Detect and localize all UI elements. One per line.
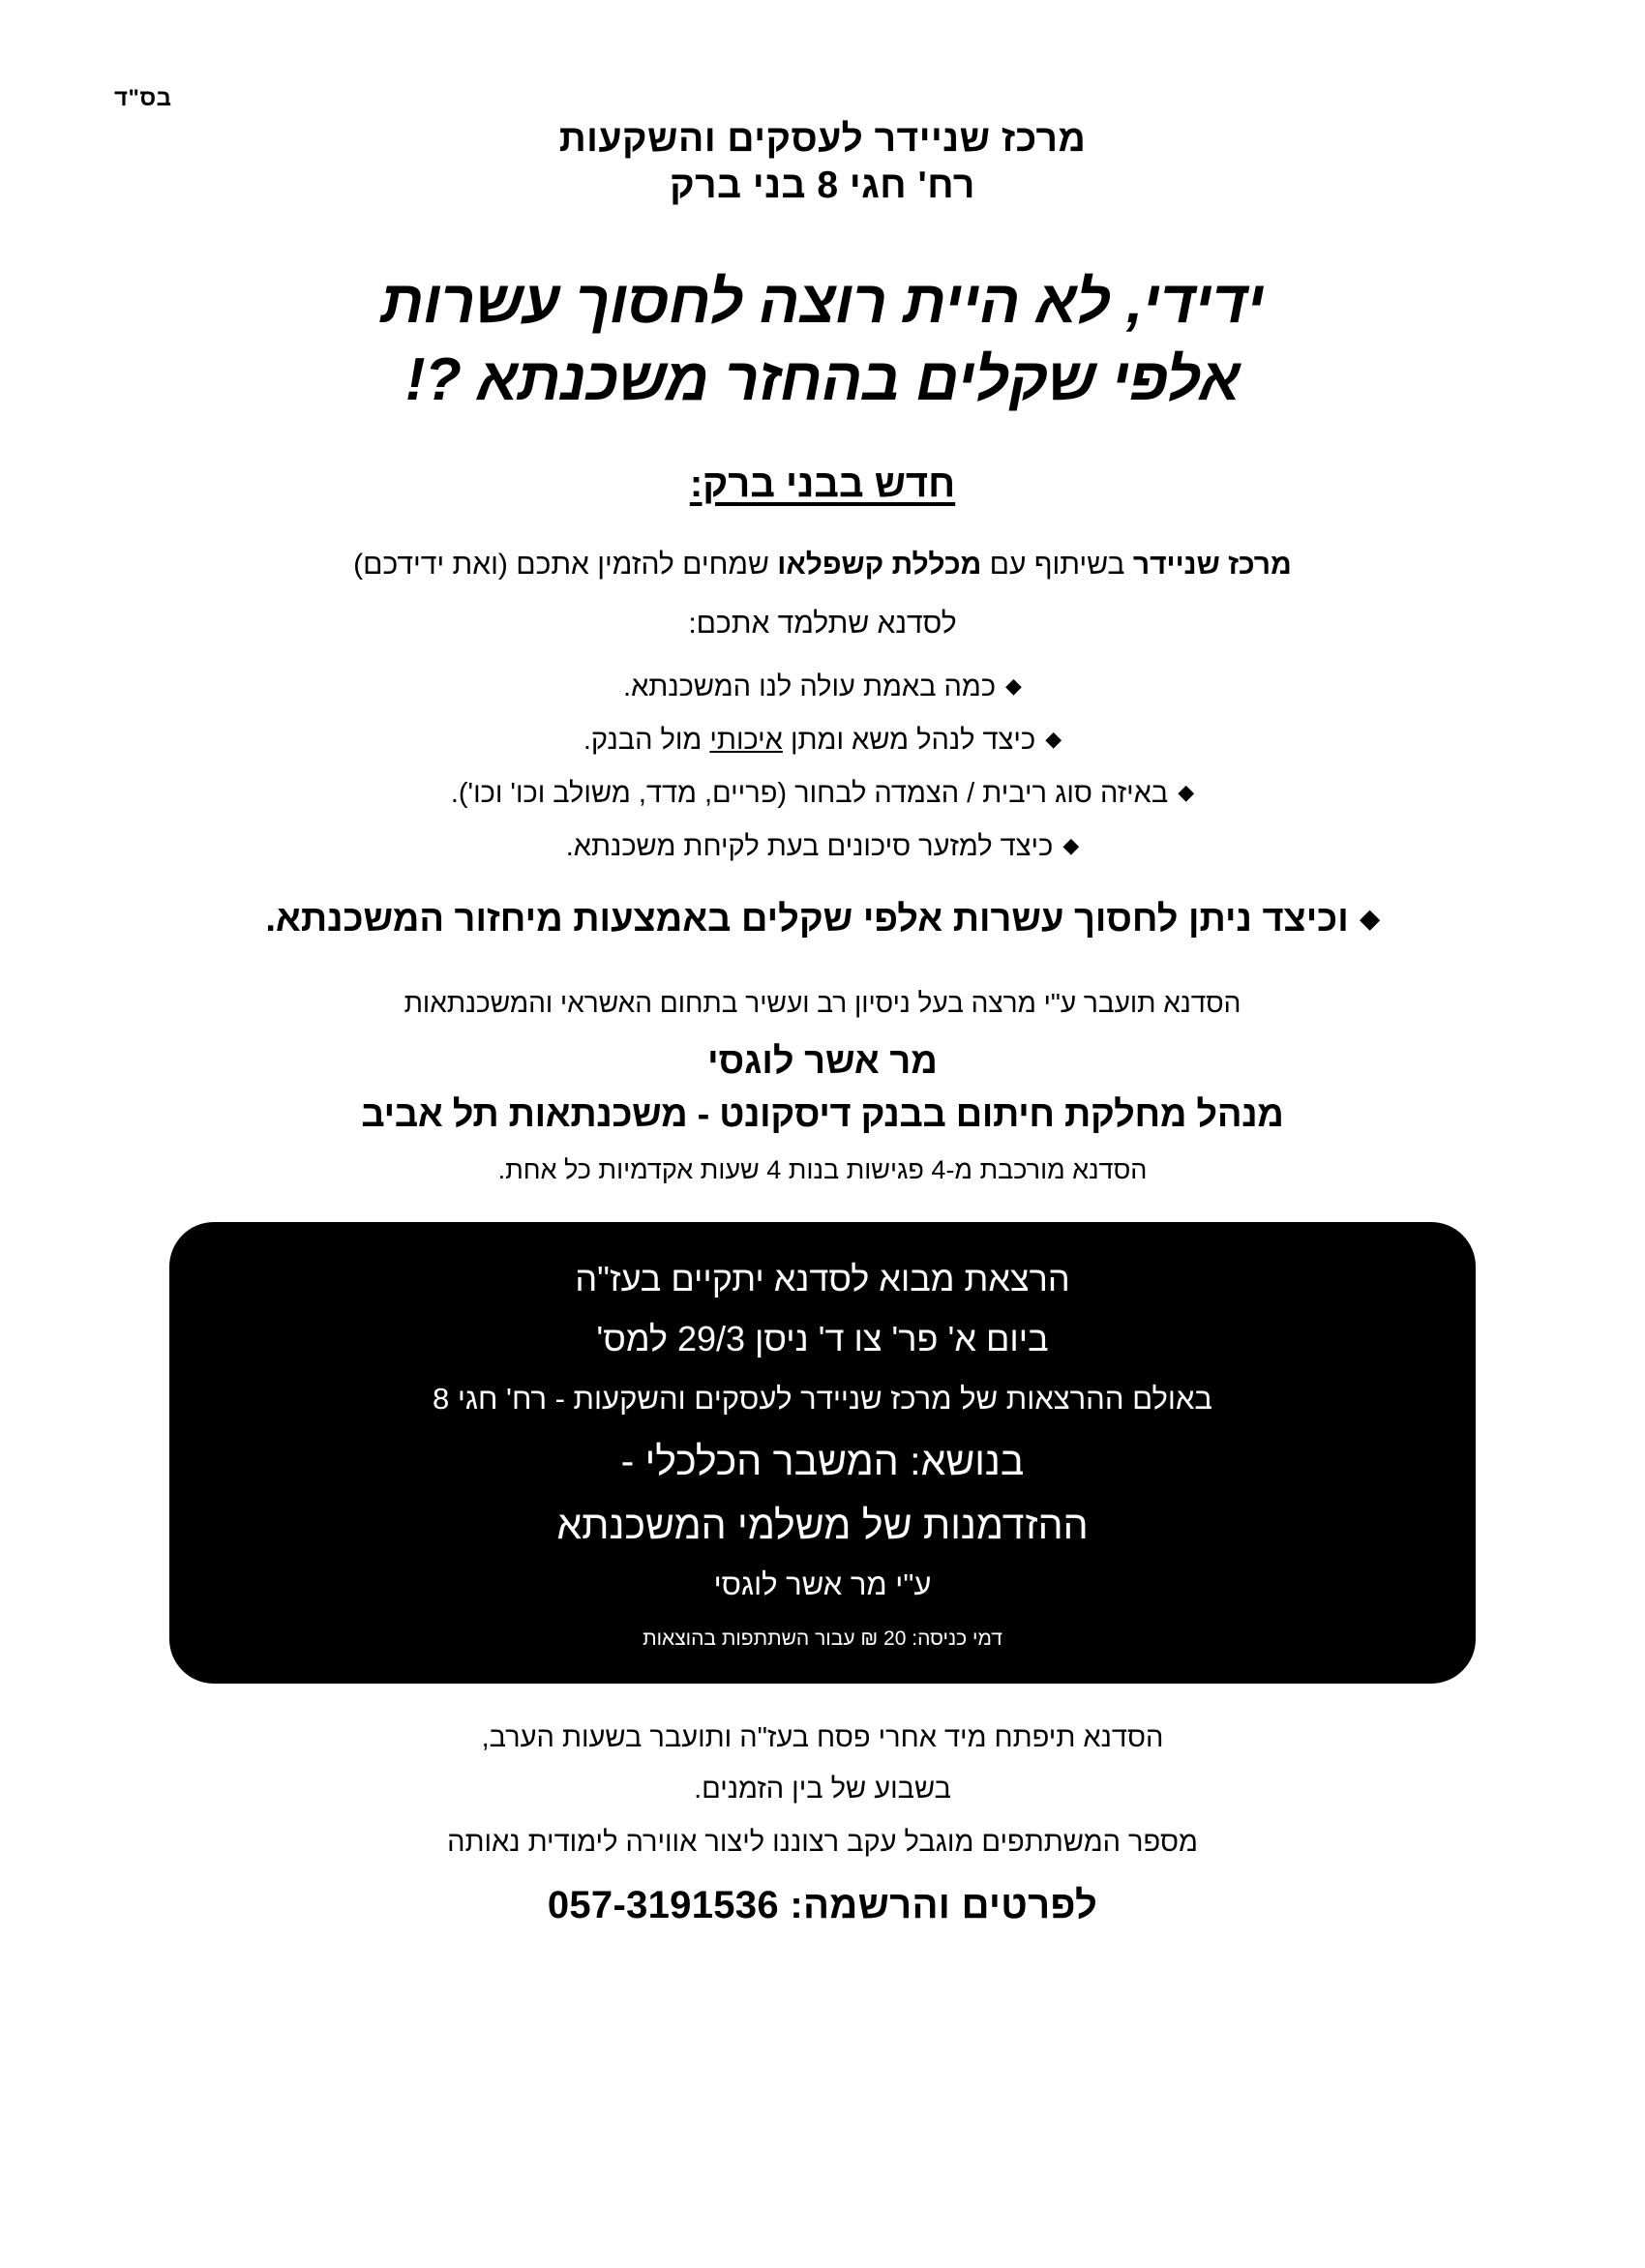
diamond-bullet-icon: ◆ [1062, 832, 1080, 857]
bullet-list [92, 666, 1553, 869]
intro-second-line: לסדנא שתלמד אתכם: [688, 607, 957, 640]
course-structure-note: הסדנא מורכבת מ-4 פגישות בנות 4 שעות אקדמיות כל אחת. [497, 1155, 1148, 1185]
contact-label: לפרטים והרשמה: [790, 1883, 1098, 1926]
event-presenter: ע"י מר אשר לוגסי [713, 1567, 932, 1601]
intro-suffix-text: שמחים להזמין אתכם (ואת ידידכם) [353, 548, 778, 581]
bullet-text-underline: איכותי [709, 724, 783, 756]
event-intro-lecture: הרצאת מבוא לסדנא יתקיים בעז"ה [575, 1259, 1070, 1299]
list-item [92, 772, 1553, 816]
organization-name: מרכז שניידר לעסקים והשקעות [558, 118, 1087, 160]
bullet-text-post: מול הבנק. [583, 724, 710, 756]
bullet-text-pre: כיצד לנהל משא ומתן [782, 724, 1036, 756]
organization-header [92, 116, 1553, 208]
event-topic-line-2: ההזדמנות של משלמי המשכנתא [556, 1502, 1089, 1547]
event-topic-line-1: בנושא: המשבר הכלכלי - [620, 1439, 1025, 1484]
bullet-text: כמה באמת עולה לנו המשכנתא. [623, 671, 997, 702]
footer-capacity-note: מספר המשתתפים מוגבל עקב רצוננו ליצור אווירה לימודית נאותה [447, 1826, 1198, 1858]
highlight-bullet-text: וכיצד ניתן לחסוך עשרות אלפי שקלים באמצעות מיחזור המשכנתא. [265, 898, 1349, 940]
diamond-bullet-icon: ◆ [1005, 672, 1022, 698]
intro-bold-org: מרכז שניידר [1132, 548, 1292, 581]
diamond-bullet-icon: ◆ [1045, 726, 1062, 751]
bullet-text: כיצד למזער סיכונים בעת לקיחת משכנתא. [565, 830, 1054, 862]
diamond-bullet-icon: ◆ [1360, 903, 1380, 933]
intro-paragraph [92, 543, 1553, 586]
contact-phone[interactable]: 057-3191536 [547, 1883, 779, 1926]
event-date: ביום א' פר' צו ד' ניסן 29/3 למס' [596, 1319, 1049, 1359]
footer-schedule-note-2: בשבוע של בין הזמנים. [694, 1773, 951, 1805]
list-item [92, 666, 1553, 709]
lecturer-title: מנהל מחלקת חיתום בבנק דיסקונט - משכנתאות תל אביב [361, 1094, 1284, 1136]
headline-line-1: ידידי, לא היית רוצה לחסוך עשרות [380, 269, 1265, 337]
lecturer-name: מר אשר לוגסי [707, 1041, 938, 1083]
bullet-text: באיזה סוג ריבית / הצמדה לבחור (פריים, מדד, משולב וכו' וכו'). [450, 777, 1169, 809]
diamond-bullet-icon: ◆ [1178, 779, 1195, 804]
organization-address: רח' חגי 8 בני ברק [670, 164, 975, 206]
headline-line-2: אלפי שקלים בהחזר משכנתא ?! [404, 345, 1241, 413]
list-item [92, 719, 1553, 762]
event-entrance-fee: דמי כניסה: 20 ₪ עבור השתתפות בהוצאות [643, 1626, 1002, 1650]
footer-schedule-note: הסדנא תיפתח מיד אחרי פסח בעז"ה ותועבר בשעות הערב, [481, 1721, 1164, 1753]
event-location: באולם ההרצאות של מרכז שניידר לעסקים והשקעות - רח' חגי 8 [433, 1381, 1212, 1416]
lecturer-intro: הסדנא תועבר ע"י מרצה בעל ניסיון רב ועשיר בתחום האשראי והמשכנתאות [404, 988, 1241, 1019]
bsd-marker: בס"ד [114, 85, 172, 111]
intro-bold-college: מכללת קשפלאו [777, 548, 982, 581]
list-item [92, 825, 1553, 869]
subheading: חדש בבני ברק: [689, 462, 956, 505]
event-details-box [169, 1222, 1476, 1684]
headline [92, 264, 1553, 418]
highlight-bullet [92, 894, 1553, 944]
contact-line [92, 1884, 1553, 1927]
intro-mid-text: בשיתוף עם [981, 548, 1133, 581]
